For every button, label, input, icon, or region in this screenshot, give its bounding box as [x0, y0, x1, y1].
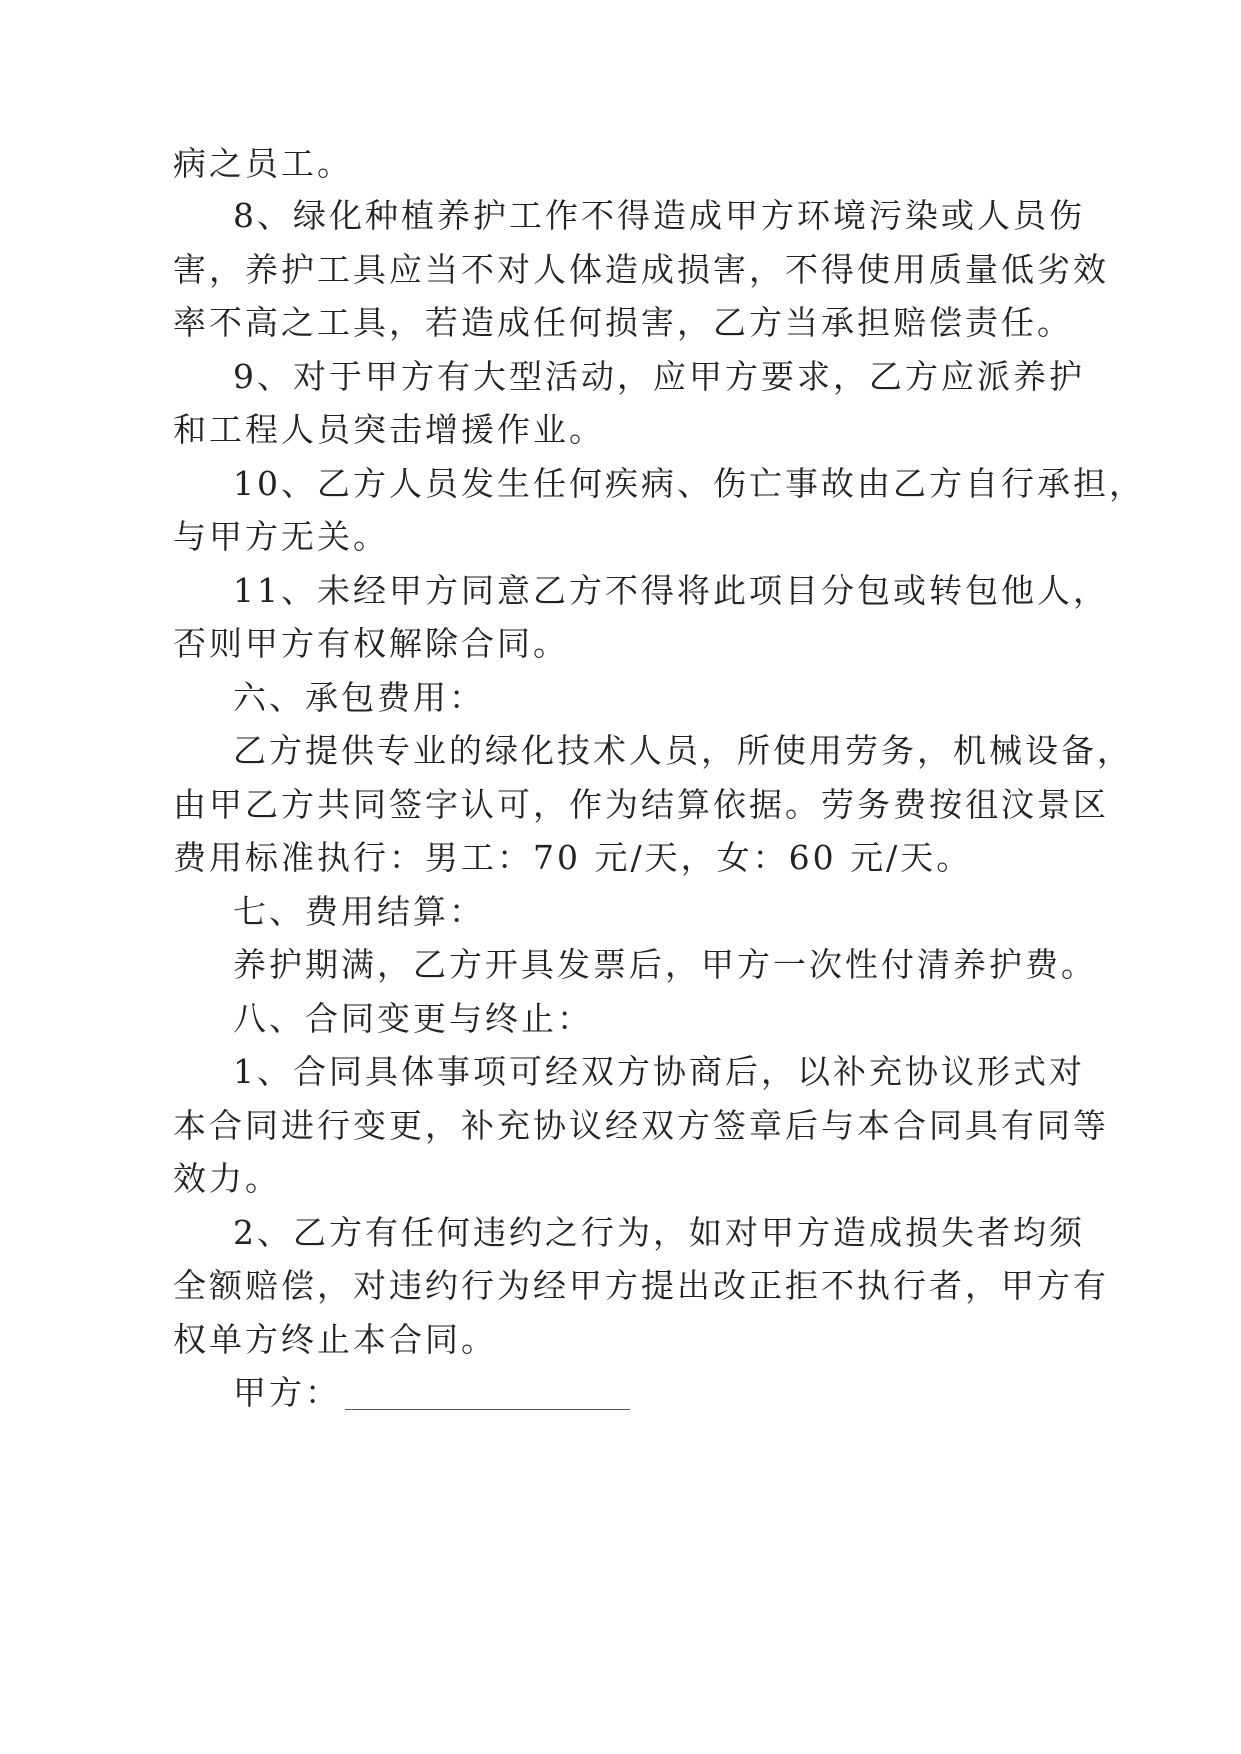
section-6-line-1: 乙方提供专业的绿化技术人员，所使用劳务，机械设备， — [233, 731, 1133, 770]
clause-10-line-1: 10、乙方人员发生任何疾病、伤亡事故由乙方自行承担， — [233, 464, 1145, 503]
section-6-line-2: 由甲乙方共同签字认可，作为结算依据。劳务费按徂汶景区 — [173, 785, 1109, 824]
section-8-clause-1-line-2: 本合同进行变更，补充协议经双方签章后与本合同具有同等 — [173, 1106, 1109, 1145]
section-8-clause-2-line-1: 2、乙方有任何违约之行为，如对甲方造成损失者均须 — [233, 1213, 1085, 1252]
section-8-clause-2-line-3: 权单方终止本合同。 — [173, 1320, 497, 1359]
clause-8-line-1: 8、绿化种植养护工作不得造成甲方环境污染或人员伤 — [233, 196, 1085, 235]
section-6-line-3: 费用标准执行：男工：70 元/天，女：60 元/天。 — [173, 838, 973, 877]
clause-9-line-2: 和工程人员突击增援作业。 — [173, 410, 605, 449]
clause-8-line-3: 率不高之工具，若造成任何损害，乙方当承担赔偿责任。 — [173, 303, 1073, 342]
section-8-heading: 八、合同变更与终止： — [233, 999, 593, 1038]
section-6-heading: 六、承包费用： — [233, 678, 485, 717]
clause-11-line-2: 否则甲方有权解除合同。 — [173, 624, 569, 663]
text-line-continuation: 病之员工。 — [173, 144, 353, 183]
section-8-clause-1-line-3: 效力。 — [173, 1159, 281, 1198]
clause-9-line-1: 9、对于甲方有大型活动，应甲方要求，乙方应派养护 — [233, 357, 1085, 396]
clause-10-line-2: 与甲方无关。 — [173, 517, 389, 556]
section-7-heading: 七、费用结算： — [233, 892, 485, 931]
section-8-clause-2-line-2: 全额赔偿，对违约行为经甲方提出改正拒不执行者，甲方有 — [173, 1266, 1109, 1305]
section-7-line-1: 养护期满，乙方开具发票后，甲方一次性付清养护费。 — [233, 945, 1097, 984]
party-a-label: 甲方： — [233, 1373, 341, 1412]
clause-11-line-1: 11、未经甲方同意乙方不得将此项目分包或转包他人， — [233, 571, 1109, 610]
section-8-clause-1-line-1: 1、合同具体事项可经双方协商后，以补充协议形式对 — [233, 1052, 1085, 1091]
signature-blank-underline — [345, 1409, 630, 1410]
party-a-signature-line — [233, 1373, 630, 1413]
clause-8-line-2: 害，养护工具应当不对人体造成损害，不得使用质量低劣效 — [173, 250, 1109, 289]
